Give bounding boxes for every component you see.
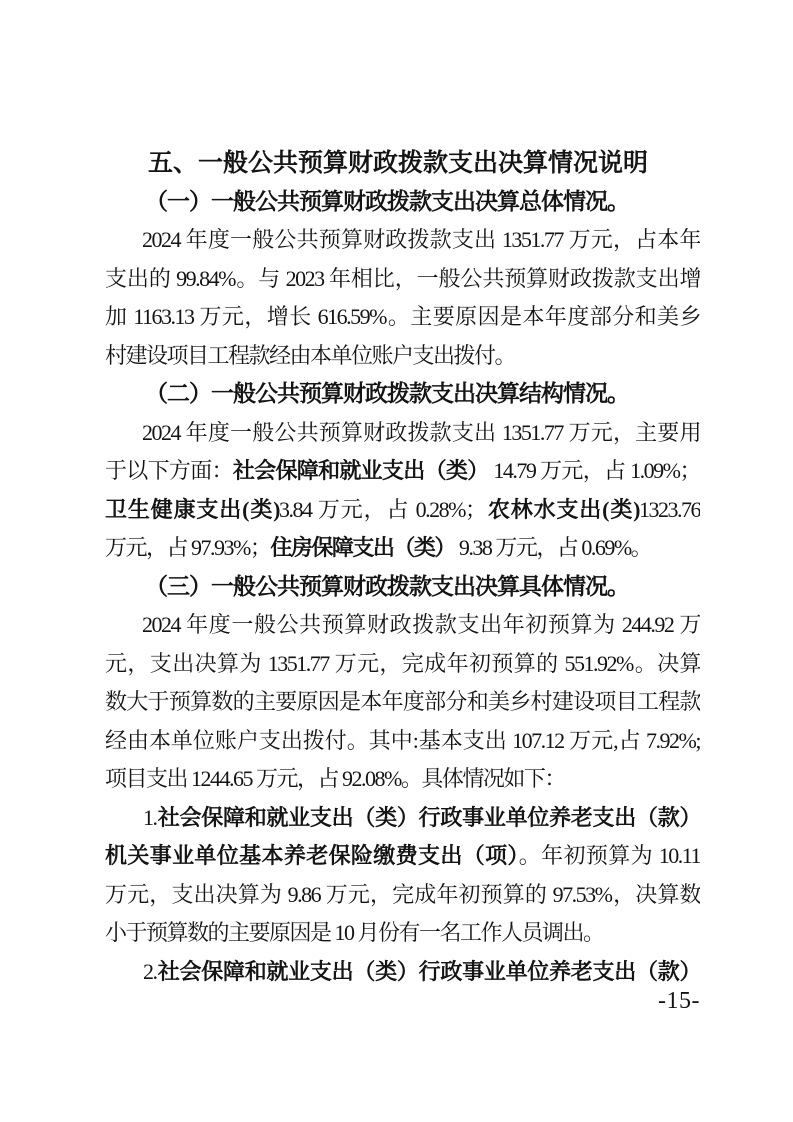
text-run: 1323.76 — [639, 496, 700, 522]
heading-line — [105, 375, 700, 414]
text-run: 加 1163.13 万元，增长 616.59%。主要原因是本年度部分和美乡 — [105, 304, 700, 329]
page-number: -15- — [658, 988, 700, 1014]
bold-text-run: 五、一般公共预算财政拨款支出决算情况说明 — [148, 149, 649, 177]
bold-text-run: 社会保障和就业支出（类）行政事业单位养老支出（款） — [156, 958, 700, 984]
document-lines — [105, 144, 700, 991]
text-run: 于以下方面： — [105, 458, 233, 483]
bold-text-run: （二）一般公共预算财政拨款支出决算结构情况。 — [145, 381, 629, 406]
text-line — [105, 837, 700, 876]
text-line — [105, 452, 700, 491]
bold-text-run: 机关事业单位基本养老保险缴费支出（项） — [105, 843, 519, 868]
text-line — [105, 914, 700, 953]
heading-line — [105, 183, 700, 222]
text-run: 2024 年度一般公共预算财政拨款支出 1351.77 万元，占本年 — [142, 227, 700, 252]
bold-text-run: （三）一般公共预算财政拨款支出决算具体情况。 — [145, 573, 629, 599]
text-run: 2. — [143, 958, 157, 984]
bold-text-run: （一）一般公共预算财政拨款支出决算总体情况。 — [145, 188, 629, 214]
text-line — [105, 298, 700, 337]
text-line — [105, 606, 700, 645]
text-run: 万元，支出决算为 9.86 万元，完成年初预算的 97.53%，决算数 — [105, 881, 700, 907]
text-run: 小于预算数的主要原因是 10 月份有一名工作人员调出。 — [105, 920, 604, 945]
text-line — [105, 337, 700, 376]
text-line — [105, 876, 700, 915]
text-line — [105, 645, 700, 684]
text-line — [105, 722, 700, 761]
text-run: 万元，占 97.93%； — [105, 535, 271, 560]
text-run: 项目支出 1244.65 万元，占 92.08%。具体情况如下： — [105, 766, 565, 791]
text-run: 2024 年度一般公共预算财政拨款支出 1351.77 万元，主要用 — [142, 419, 700, 445]
text-line — [105, 491, 700, 530]
text-run: 3.84 万元，占 0.28%； — [279, 496, 486, 522]
bold-text-run: 社会保障和就业支出（类）行政事业单位养老支出（款） — [156, 804, 700, 830]
text-run: 支出的 99.84%。与 2023 年相比，一般公共预算财政拨款支出增 — [105, 265, 700, 291]
text-line — [105, 683, 700, 722]
text-run: 数大于预算数的主要原因是本年度部分和美乡村建设项目工程款 — [105, 689, 700, 714]
text-line — [105, 221, 700, 260]
text-line — [105, 260, 700, 299]
text-line — [105, 799, 700, 838]
text-line — [105, 414, 700, 453]
text-line — [105, 529, 700, 568]
text-run: 1. — [143, 804, 157, 830]
text-run: 经由本单位账户支出拨付。其中:基本支出 107.12 万元,占 7.92%; — [105, 727, 700, 753]
bold-text-run: 住房保障支出（类） — [270, 535, 455, 560]
bold-text-run: 农林水支出(类) — [485, 496, 640, 522]
text-run: 。年初预算为 10.11 — [518, 843, 700, 868]
bold-text-run: 社会保障和就业支出（类） — [232, 458, 489, 483]
text-run: 村建设项目工程款经由本单位账户支出拨付。 — [105, 342, 516, 368]
text-run: 元，支出决算为 1351.77 万元，完成年初预算的 551.92%。决算 — [105, 650, 700, 676]
text-run: 9.38 万元，占 0.69%。 — [454, 535, 652, 560]
heading-line — [105, 568, 700, 607]
heading-line — [105, 144, 700, 183]
text-line — [105, 760, 700, 799]
text-run: 2024 年度一般公共预算财政拨款支出年初预算为 244.92 万 — [142, 612, 700, 637]
text-run: 14.79 万元，占 1.09%； — [488, 458, 700, 483]
bold-text-run: 卫生健康支出(类) — [105, 496, 280, 522]
